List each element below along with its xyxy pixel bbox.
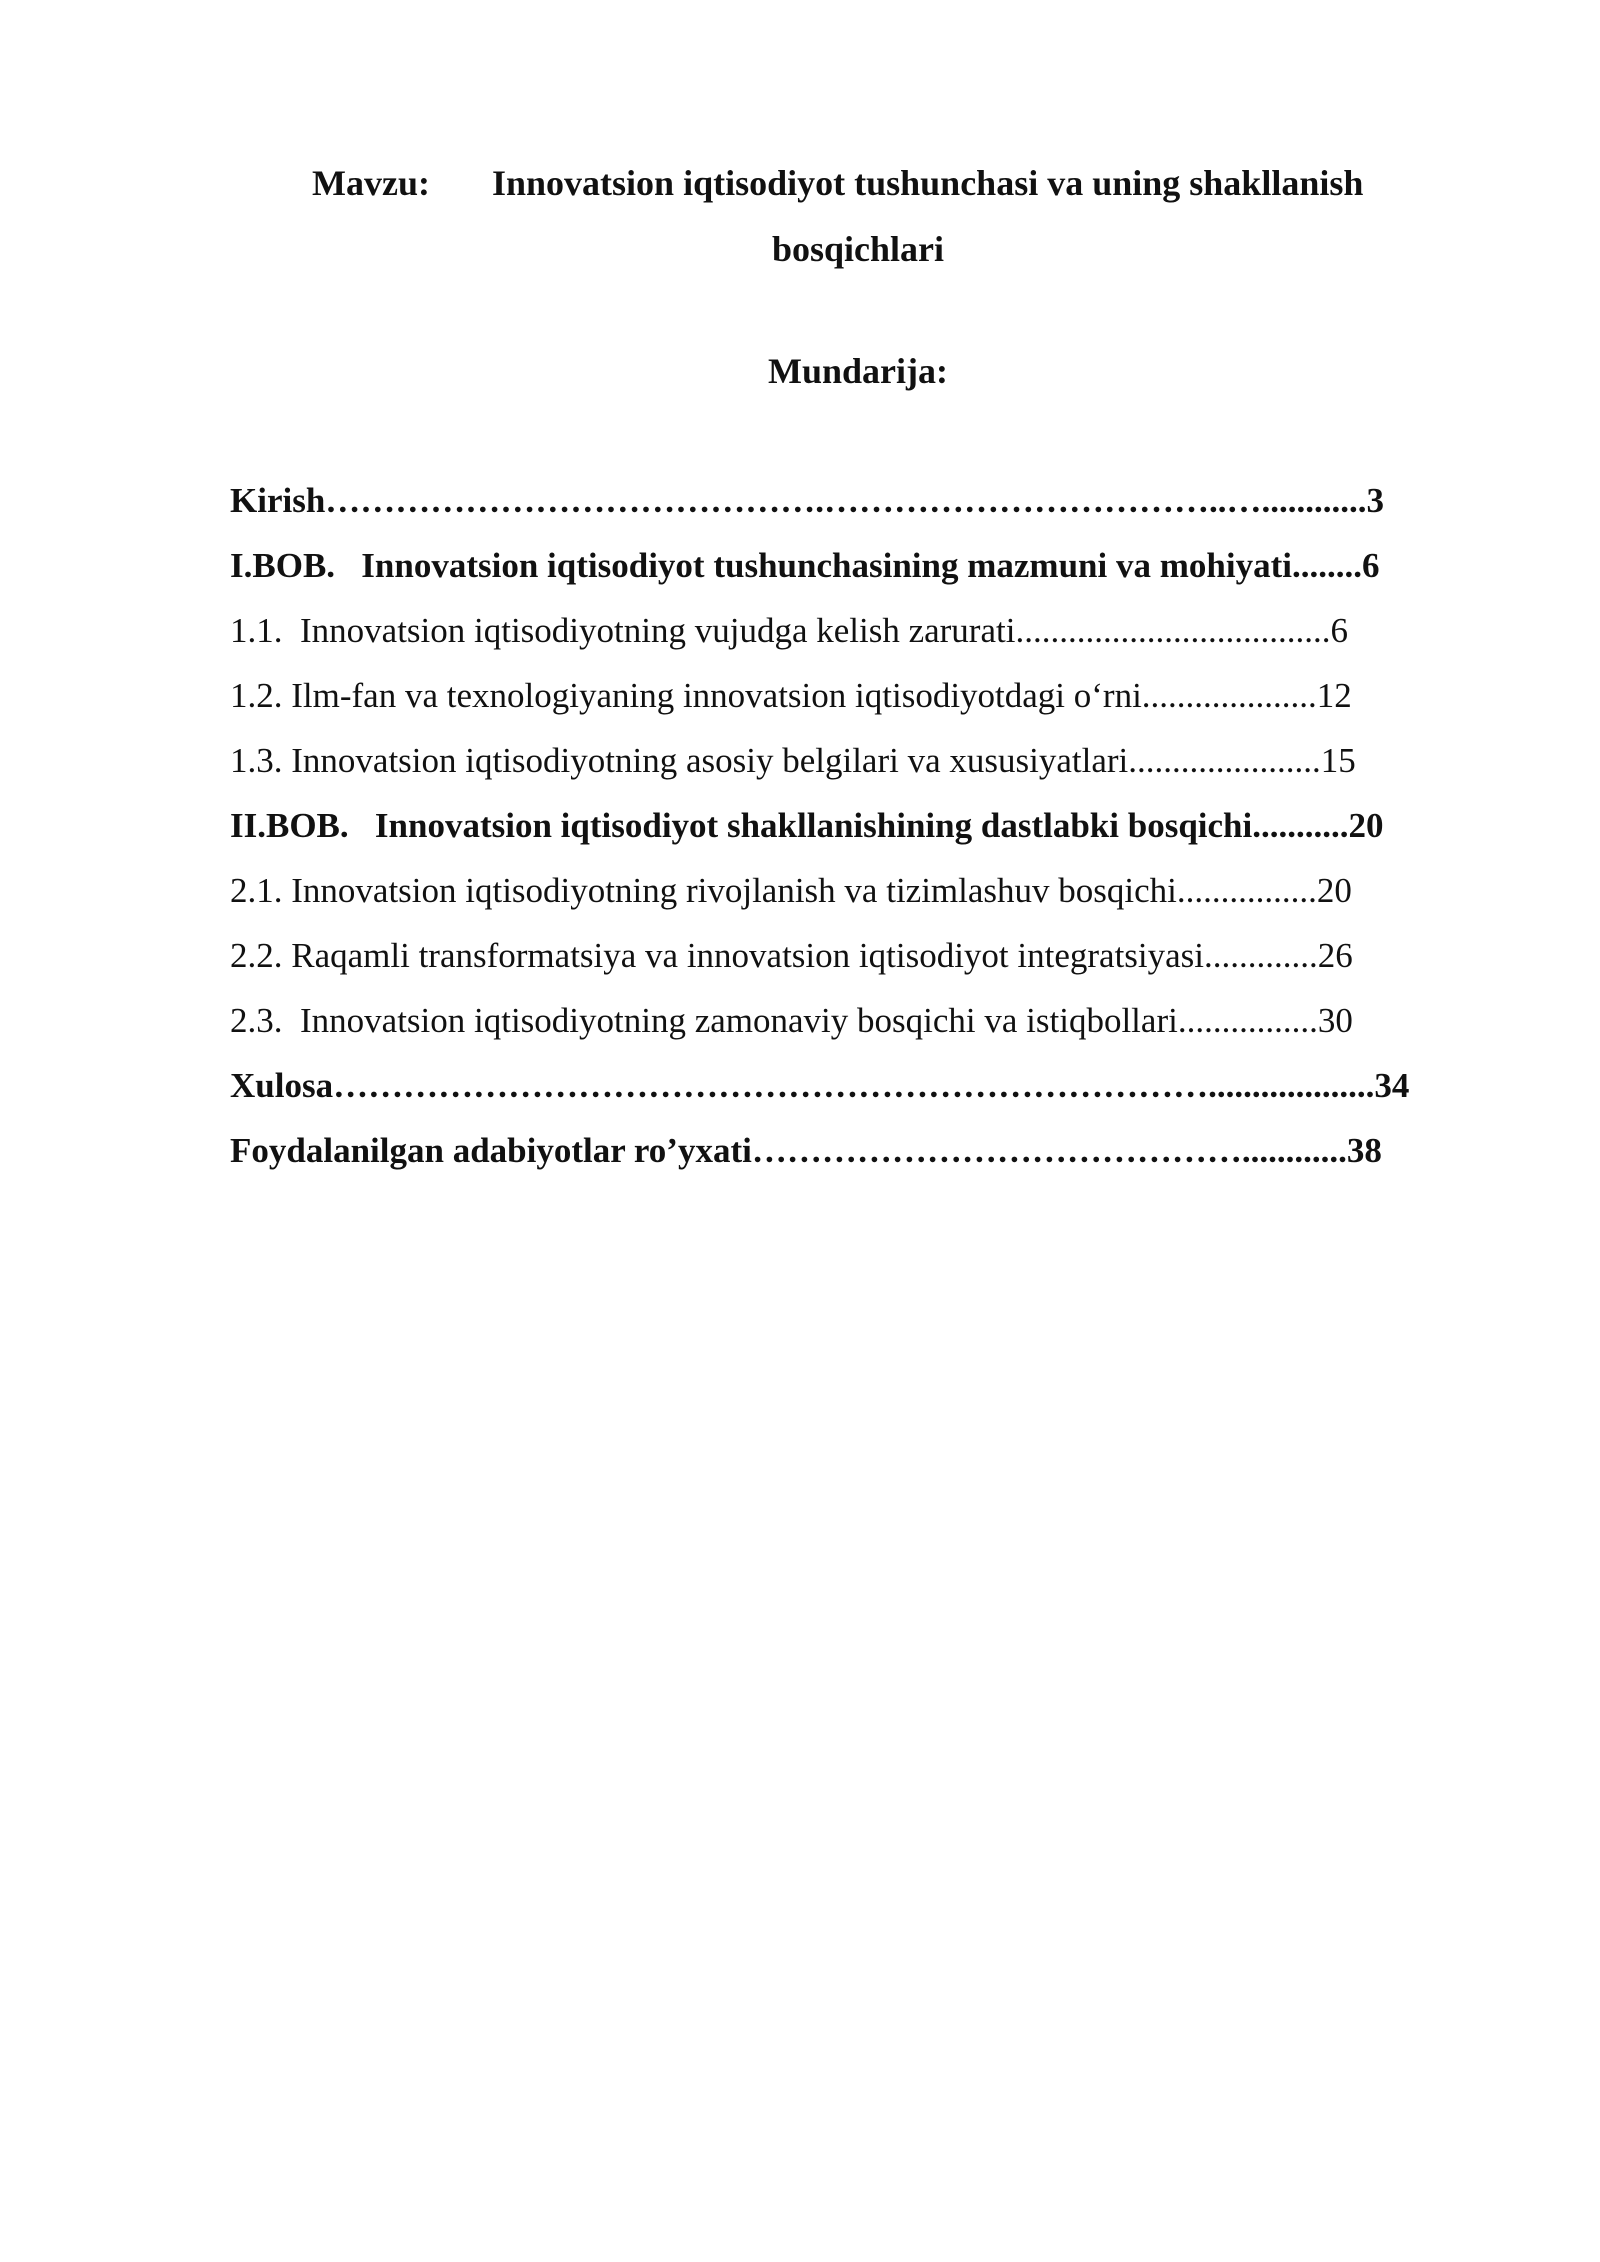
table-of-contents bbox=[230, 468, 1500, 1183]
toc-entry-1-1: 1.1. Innovatsion iqtisodiyotning vujudga kelish zarurati....................................6 bbox=[230, 611, 1348, 650]
topic-label: Mavzu: bbox=[312, 163, 430, 203]
toc-entry-kirish: Kirish…………………………………….……………………………..…............3 bbox=[230, 481, 1385, 520]
toc-entry-chapter-2: II.BOB. Innovatsion iqtisodiyot shakllanishining dastlabki bosqichi...........20 bbox=[230, 806, 1384, 845]
toc-entry-2-1: 2.1. Innovatsion iqtisodiyotning rivojlanish va tizimlashuv bosqichi................20 bbox=[230, 871, 1352, 910]
toc-entry-1-3: 1.3. Innovatsion iqtisodiyotning asosiy belgilari va xususiyatlari......................15 bbox=[230, 741, 1356, 780]
toc-entry-xulosa: Xulosa…………………………………………………………………...................34 bbox=[230, 1066, 1410, 1105]
toc-entry-2-3: 2.3. Innovatsion iqtisodiyotning zamonaviy bosqichi va istiqbollari................30 bbox=[230, 1001, 1353, 1040]
toc-entry-1-2: 1.2. Ilm-fan va texnologiyaning innovatsion iqtisodiyotdagi o‘rni....................12 bbox=[230, 676, 1352, 715]
toc-entry-chapter-1: I.BOB. Innovatsion iqtisodiyot tushunchasining mazmuni va mohiyati........6 bbox=[230, 546, 1380, 585]
toc-entry-2-2: 2.2. Raqamli transformatsiya va innovatsion iqtisodiyot integratsiyasi.............26 bbox=[230, 936, 1353, 975]
topic-block bbox=[0, 150, 1600, 282]
topic-title-line-1: Innovatsion iqtisodiyot tushunchasi va uning shakllanish bbox=[492, 163, 1364, 203]
topic-title-line-2: bosqichlari bbox=[771, 229, 945, 269]
toc-heading: Mundarija: bbox=[768, 351, 948, 391]
topic-line-1 bbox=[0, 150, 1600, 216]
toc-entry-references: Foydalanilgan adabiyotlar ro’yxati……………………………………............38 bbox=[230, 1131, 1382, 1170]
